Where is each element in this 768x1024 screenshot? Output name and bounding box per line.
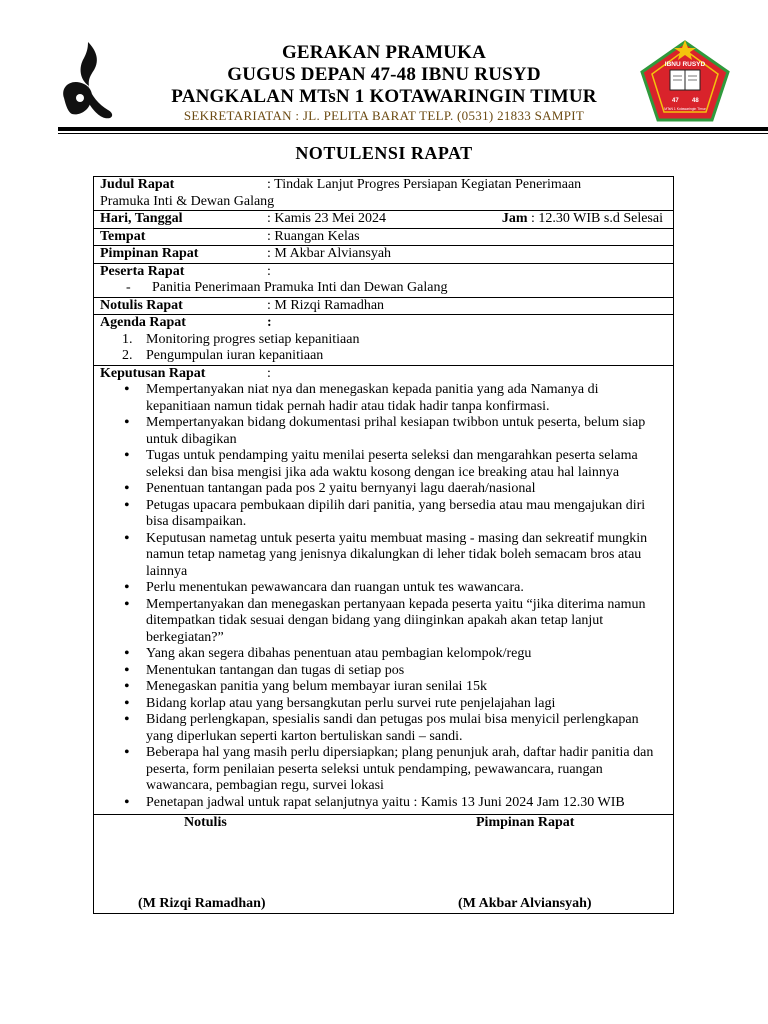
keputusan-value: : xyxy=(267,365,271,381)
minutes-table xyxy=(93,176,674,914)
list-number: 2. xyxy=(122,348,133,363)
row-notulis xyxy=(94,298,673,316)
keputusan-label: Keputusan Rapat xyxy=(100,365,206,381)
gugus-depan-emblem-icon xyxy=(640,40,730,122)
notulis-value: : M Rizqi Ramadhan xyxy=(267,297,385,313)
peserta-value: : xyxy=(267,263,271,279)
judul-value: : Tindak Lanjut Progres Persiapan Kegiatan Penerimaan xyxy=(267,177,582,192)
list-text: Pengumpulan iuran kepanitiaan xyxy=(146,348,324,363)
list-item: • Petugas upacara pembukaan dipilih dari panitia, yang bersedia atau mau mengajukan diri bisa disampaikan. xyxy=(100,498,663,531)
list-item: • Bidang korlap atau yang bersangkutan perlu survei rute penjelajahan lagi xyxy=(100,696,663,713)
pimpinan-signature-title: Pimpinan Rapat xyxy=(476,815,575,830)
row-judul xyxy=(94,177,673,211)
row-keputusan xyxy=(94,366,673,816)
sekretariat-address: SEKRETARIATAN : JL. PELITA BARAT TELP. (0531) 21833 SAMPIT xyxy=(183,108,585,123)
letterhead-rule-thick xyxy=(58,127,768,131)
tunas-kelapa-icon xyxy=(58,40,116,122)
tempat-label: Tempat xyxy=(100,228,146,244)
list-item xyxy=(100,332,667,349)
row-peserta xyxy=(94,264,673,298)
pimpinan-value: : M Akbar Alviansyah xyxy=(267,246,392,261)
row-agenda xyxy=(94,315,673,366)
notulis-label: Notulis Rapat xyxy=(100,297,183,313)
list-item: • Menegaskan panitia yang belum membayar iuran senilai 15k xyxy=(100,679,663,696)
pangkalan-name: PANGKALAN MTsN 1 KOTAWARINGIN TIMUR xyxy=(171,86,597,107)
jam-field xyxy=(502,211,663,228)
list-item: • Mempertanyakan dan menegaskan pertanyaan kepada peserta yaitu “jika diterima namun ditempatkan tidak sesuai dengan bidang yang diinginkan apakah akan tetap lanjut berkegiatan?” xyxy=(100,597,663,647)
row-tempat xyxy=(94,229,673,247)
notulis-signature-title: Notulis xyxy=(184,815,227,830)
row-hari xyxy=(94,211,673,229)
agenda-label: Agenda Rapat xyxy=(100,315,186,330)
gugus-depan-name: GUGUS DEPAN 47-48 IBNU RUSYD xyxy=(227,64,541,85)
list-text: Monitoring progres setiap kepanitiaan xyxy=(146,331,360,347)
document-title: NOTULENSI RAPAT xyxy=(295,143,473,163)
emblem-number-right: 48 xyxy=(692,98,699,104)
letterhead-text xyxy=(130,42,638,124)
hari-label: Hari, Tanggal xyxy=(100,211,183,226)
list-item: • Yang akan segera dibahas penentuan atau pembagian kelompok/regu xyxy=(100,646,663,663)
org-name: GERAKAN PRAMUKA xyxy=(281,42,487,63)
list-item: • Keputusan nametag untuk peserta yaitu membuat masing - masing dan sekreatif mungkin namun tetap nametag yang jenisnya dikalungkan di leher tidak boleh semacam bros atau lainnya xyxy=(100,531,663,581)
emblem-footer: MTsN 1 Kotawaringin Timur xyxy=(664,107,706,111)
list-item: • Penentuan tantangan pada pos 2 yaitu bernyanyi lagu daerah/nasional xyxy=(100,481,663,498)
list-item: • Mempertanyakan niat nya dan menegaskan kepada panitia yang ada Namanya di kepanitiaan namun tidak pernah hadir atau tidak hadir tanpa konfirmasi. xyxy=(100,382,663,415)
judul-label: Judul Rapat xyxy=(100,177,175,192)
pimpinan-label: Pimpinan Rapat xyxy=(100,246,199,261)
letterhead xyxy=(0,0,768,140)
keputusan-list xyxy=(100,382,667,811)
jam-label: Jam xyxy=(501,211,528,226)
list-item: • Perlu menentukan pewawancara dan ruangan untuk tes wawancara. xyxy=(100,580,663,597)
list-item: • Bidang perlengkapan, spesialis sandi dan petugas pos mulai bisa menyicil perlengkapan yang diperlukan seperti karton bertuliskan sandi – sandi. xyxy=(100,712,663,745)
agenda-list xyxy=(100,332,667,365)
jam-value: : 12.30 WIB s.d Selesai xyxy=(527,211,663,226)
emblem-number-left: 47 xyxy=(672,98,679,104)
list-item: • Menentukan tantangan dan tugas di setiap pos xyxy=(100,663,663,680)
list-number: 1. xyxy=(122,331,133,347)
peserta-list xyxy=(100,280,667,297)
list-item: • Penetapan jadwal untuk rapat selanjutnya yaitu : Kamis 13 Juni 2024 Jam 12.30 WIB xyxy=(100,795,663,812)
peserta-label: Peserta Rapat xyxy=(100,263,185,279)
agenda-value: : xyxy=(267,315,272,330)
hari-value: : Kamis 23 Mei 2024 xyxy=(267,211,386,226)
judul-value-cont: Pramuka Inti & Dewan Galang xyxy=(100,193,275,209)
emblem-title: IBNU RUSYD xyxy=(664,61,706,68)
list-item xyxy=(100,348,667,365)
letterhead-rule-thin xyxy=(58,133,768,134)
list-item: • Mempertanyakan bidang dokumentasi prihal kesiapan twibbon untuk peserta, belum siap untuk dibagikan xyxy=(100,415,663,448)
list-item: • Tugas untuk pendamping yaitu menilai peserta seleksi dan mengarahkan peserta selama seleksi dan bisa mengisi jika ada waktu kosong dengan ice breaking atau hal lainnya xyxy=(100,448,663,481)
row-pimpinan xyxy=(94,246,673,264)
pimpinan-signature-name: (M Akbar Alviansyah) xyxy=(458,896,592,911)
list-item: • Beberapa hal yang masih perlu dipersiapkan; plang penunjuk arah, daftar hadir panitia dan peserta, form penilaian peserta seleksi untuk pendamping, pewawancara, ruangan wawancara, pembagian regu, survei lokasi xyxy=(100,745,663,795)
notulis-signature-name: (M Rizqi Ramadhan) xyxy=(138,896,266,911)
list-item: - Panitia Penerimaan Pramuka Inti dan Dewan Galang xyxy=(126,280,667,297)
tempat-value: : Ruangan Kelas xyxy=(267,228,360,244)
signature-block xyxy=(94,815,673,913)
